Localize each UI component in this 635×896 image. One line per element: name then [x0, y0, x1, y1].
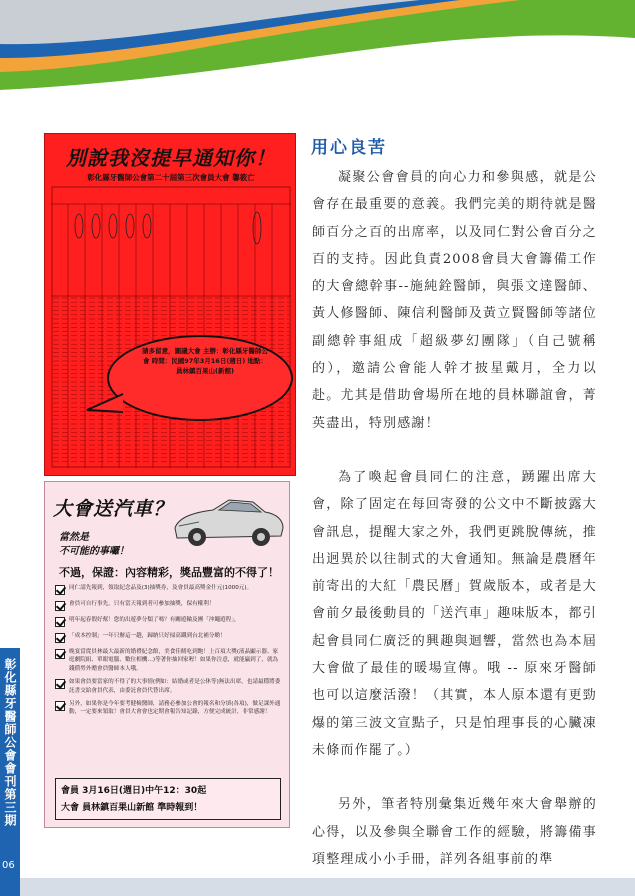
checklist-item: 明年起春假好幫！您的出遊夢分類了嗎？有關遊輪及團「沖繩遊程」，: [55, 616, 283, 627]
checkmark-icon: [55, 679, 65, 689]
page-number: 06: [2, 860, 15, 871]
header-decoration: [0, 0, 635, 100]
checkmark-icon: [55, 601, 65, 611]
flyer-footer-line-1: 會員 3月16日(週日)中午12：30起: [61, 786, 207, 796]
checklist-item: 另外，如果你是今年要考健檢醫師，請務必參加公會的報名和分填(各項)，做足課外通動，一定要來領取！會員大會會也定期會報告知記錄，方便完成統計，非常感謝！: [55, 700, 283, 717]
checkmark-icon: [55, 649, 65, 659]
flyer-line-1: 當然是: [59, 532, 89, 543]
checkmark-icon: [55, 701, 65, 711]
checklist-item: 同仁請先報到，領取紀念品及(3)抽獎券，及會員最高獎金什元(1000元)。: [55, 584, 283, 595]
bubble-tail: [85, 384, 125, 424]
flyer-line-2: 不可能的事囉！: [59, 546, 129, 557]
checklist-item: 「成本控制」一年只辦這一趟，歸納只好掃高鐵到台北補分喲！: [55, 632, 283, 643]
flyer-line-3: 不過，保證：內容精彩，獎品豐富的不得了！: [59, 566, 279, 579]
convertible-car-image: [169, 490, 287, 552]
article-paragraph: 另外，筆者特別彙集近幾年來大會舉辦的心得，以及參與全聯會工作的經驗，將籌備事項整理成小小手冊，詳列各組事前的準: [312, 797, 597, 867]
flyer-checklist: [55, 584, 283, 722]
article-paragraph: 凝聚公會會員的向心力和參與感，就是公會存在最重要的意義。我們完美的期待就是醫師百分之百的出席率，以及同仁對公會百分之百的支持。因此負責2008會員大會籌備工作的大會總幹事--施純銓醫師，與張文達醫師、黃人修醫師、陳信利醫師及黃立賢醫師等諸位副總幹事組成「超級夢幻團隊」（自己號稱的），邀請公會能人幹才披星戴月，全力以赴。尤其是借助會場所在地的員林聯誼會，菁英盡出，特別感謝！: [312, 170, 597, 431]
red-calendar-poster: [44, 133, 296, 476]
article-paragraph: 為了喚起會員同仁的注意，踴躍出席大會，除了固定在每回寄發的公文中不斷披露大會訊息，提醒大家之外，我們更跳脫傳統，推出迥異於以往制式的大會通知。無論是農曆年前寄出的大紅「農民曆」賀歲版本，或者是大會前夕最後動員的「送汽車」趣味版本，都引起會員同仁廣泛的興趣與迴響，當然也為本屆大會做了最佳的暖場宣傳。哦 -- 原來牙醫師也可以這麼活潑！（其實，本人原本還有更勁爆的第三波文宣點子，只是怕理事長的心臟凍未條而作罷了。）: [312, 469, 597, 758]
pink-car-flyer: [44, 481, 290, 828]
poster-bubble-text: 請多留意，圖議大會 主辦：彰化縣牙醫師公會 時間：民國97年3月16日(週日) 地點：員林鎮百果山(新館): [142, 347, 268, 375]
vertical-journal-title: 彰化縣牙醫師公會會刊第三期: [3, 658, 17, 827]
flyer-title: 大會送汽車？: [53, 498, 174, 520]
poster-subtitle: 彰化縣牙醫師公會第二十屆第三次會員大會 馨筱亡: [87, 173, 255, 182]
checklist-item: 會員可自行事先，只有當天報到者可參加抽獎，保有權利！: [55, 600, 283, 611]
poster-title: 別說我沒提早通知你！: [66, 146, 276, 170]
checkmark-icon: [55, 617, 65, 627]
article-heading: 用心良苦: [311, 138, 387, 158]
poster-calendar-grid: [51, 186, 291, 468]
checkmark-icon: [55, 633, 65, 643]
flyer-footer-line-2: 大會 員林鎮百果山新館 準時報到！: [61, 803, 203, 813]
article-body: [312, 164, 597, 896]
checklist-item: 晚宴當從員林最大最新的婚禮紀念館，美食佳餚吃到飽！上百項大獎(液晶顯示器、家庭劇院組、單眼電腦、數位相機…)等著你抽回家喔！如果你注意，就能贏到了，就為錢償勞外贈會員醫師本人哦。: [55, 648, 283, 673]
checkmark-icon: [55, 585, 65, 595]
checklist-item: 如果會員要當家的不得了的大事情(例如：結婚或者是公休等)無法出席，也請最穩將委託書交給會員代表，由委託會員代替出席。: [55, 678, 283, 695]
